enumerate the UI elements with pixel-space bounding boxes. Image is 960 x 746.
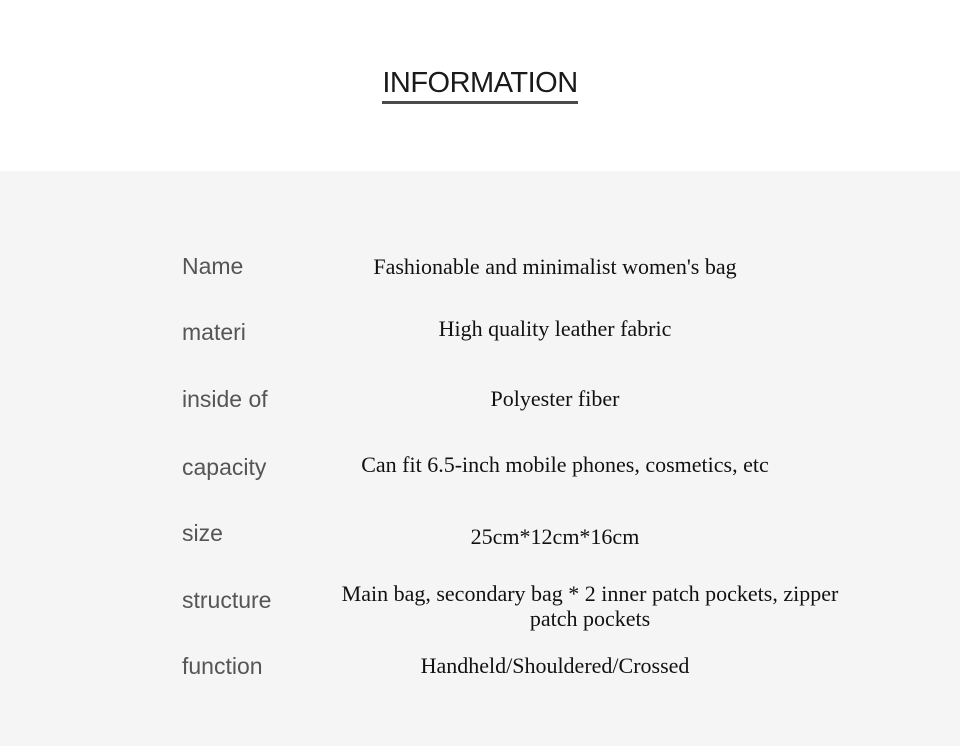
- spec-value: Main bag, secondary bag * 2 inner patch pockets, zipper patch pockets: [341, 581, 839, 631]
- spec-label: structure: [182, 587, 272, 613]
- spec-label: inside of: [182, 386, 268, 412]
- page-title: [0, 66, 960, 104]
- spec-label: size: [182, 520, 223, 546]
- header: [0, 0, 960, 171]
- spec-value: Handheld/Shouldered/Crossed: [420, 653, 690, 678]
- title-text: INFORMATION: [382, 66, 577, 104]
- spec-value: Polyester fiber: [490, 386, 620, 411]
- spec-label: capacity: [182, 454, 267, 480]
- spec-value: Fashionable and minimalist women's bag: [373, 254, 737, 279]
- spec-label: Name: [182, 253, 244, 279]
- spec-label: function: [182, 653, 263, 679]
- spec-value: 25cm*12cm*16cm: [470, 524, 640, 549]
- spec-label: materi: [182, 319, 246, 345]
- spec-value: High quality leather fabric: [438, 316, 672, 341]
- spec-value: Can fit 6.5-inch mobile phones, cosmetics, etc: [361, 452, 769, 477]
